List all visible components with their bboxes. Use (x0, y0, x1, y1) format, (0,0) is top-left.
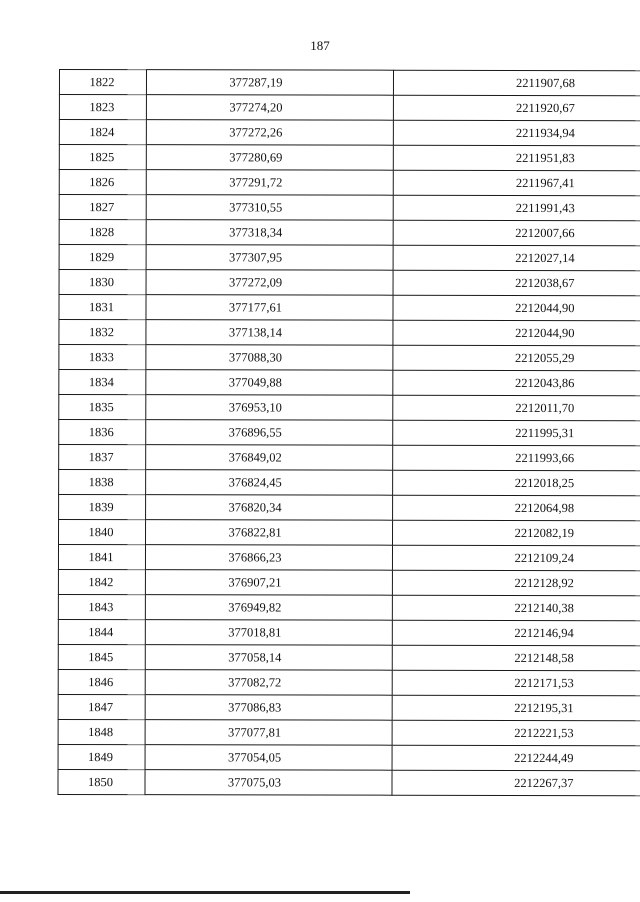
x-coordinate-cell: 376953,10 (146, 395, 393, 421)
y-coordinate-cell (393, 270, 640, 296)
table-row (58, 545, 640, 571)
y-coordinate-value: 2211991,43 (515, 200, 575, 215)
x-coordinate-cell: 377138,14 (146, 320, 393, 346)
x-coordinate-cell: 377274,20 (146, 95, 393, 121)
coordinates-table-wrapper (57, 69, 606, 796)
table-row (59, 270, 640, 296)
y-coordinate-cell (393, 520, 640, 546)
table-row (59, 320, 640, 346)
x-coordinate-cell: 376849,02 (146, 445, 393, 471)
y-coordinate-value: 2212128,92 (514, 575, 574, 590)
x-coordinate-cell: 377177,61 (146, 295, 393, 321)
y-coordinate-cell (393, 395, 640, 421)
y-coordinate-value: 2212267,37 (514, 775, 574, 790)
x-coordinate-cell: 377049,88 (146, 370, 393, 396)
x-coordinate-cell: 376824,45 (146, 470, 393, 496)
y-coordinate-cell (393, 220, 640, 246)
x-coordinate-cell: 377310,55 (146, 195, 393, 221)
y-coordinate-cell (393, 470, 640, 496)
y-coordinate-value: 2212011,70 (515, 400, 575, 415)
y-coordinate-cell (392, 770, 640, 796)
point-number-cell: 1829 (59, 245, 146, 270)
y-coordinate-value: 2212044,90 (515, 325, 575, 340)
point-number-cell: 1844 (58, 619, 145, 644)
point-number-cell: 1836 (59, 420, 146, 445)
point-number-cell: 1835 (59, 395, 146, 420)
table-row (59, 420, 640, 446)
y-coordinate-value: 2212044,90 (515, 300, 575, 315)
point-number-cell: 1824 (59, 120, 146, 145)
y-coordinate-value: 2211995,31 (515, 425, 575, 440)
y-coordinate-value: 2212221,53 (514, 725, 574, 740)
y-coordinate-value: 2211967,41 (515, 175, 575, 190)
y-coordinate-value: 2212244,49 (514, 750, 574, 765)
y-coordinate-value: 2211934,94 (515, 125, 575, 140)
y-coordinate-cell (393, 145, 640, 171)
y-coordinate-cell (393, 420, 640, 446)
y-coordinate-value: 2212146,94 (514, 625, 574, 640)
point-number-cell: 1834 (59, 370, 146, 395)
y-coordinate-cell (392, 645, 640, 671)
table-row (58, 619, 640, 645)
x-coordinate-cell: 376820,34 (146, 495, 393, 521)
point-number-cell: 1842 (58, 569, 145, 594)
point-number-cell: 1833 (59, 345, 146, 370)
y-coordinate-cell (392, 595, 640, 621)
y-coordinate-cell (393, 95, 640, 121)
table-row (58, 694, 640, 720)
y-coordinate-cell (393, 320, 640, 346)
point-number-cell: 1845 (58, 644, 145, 669)
y-coordinate-cell (392, 620, 640, 646)
point-number-cell: 1826 (59, 170, 146, 195)
table-row (59, 345, 640, 371)
table-row (59, 70, 640, 96)
table-row (59, 470, 640, 496)
table-row (59, 120, 640, 146)
x-coordinate-cell: 376866,23 (145, 545, 392, 571)
point-number-cell: 1847 (58, 694, 145, 719)
x-coordinate-cell: 377088,30 (146, 345, 393, 371)
point-number-cell: 1825 (59, 145, 146, 170)
point-number-cell: 1841 (58, 545, 145, 570)
y-coordinate-cell (393, 120, 640, 146)
y-coordinate-value: 2212038,67 (515, 275, 575, 290)
y-coordinate-value: 2211993,66 (515, 450, 575, 465)
y-coordinate-cell (392, 745, 640, 771)
x-coordinate-cell: 377082,72 (145, 670, 392, 696)
x-coordinate-cell: 377307,95 (146, 245, 393, 271)
y-coordinate-cell (392, 695, 640, 721)
point-number-cell: 1849 (58, 744, 145, 769)
point-number-cell: 1822 (59, 70, 146, 95)
x-coordinate-cell: 376907,21 (145, 570, 392, 596)
y-coordinate-cell (392, 720, 640, 746)
point-number-cell: 1828 (59, 220, 146, 245)
table-row (59, 195, 640, 221)
y-coordinate-value: 2212027,14 (515, 250, 575, 265)
x-coordinate-cell: 377318,34 (146, 220, 393, 246)
table-row (58, 719, 640, 745)
table-row (58, 644, 640, 670)
y-coordinate-value: 2212064,98 (514, 500, 575, 515)
table-row (59, 395, 640, 421)
y-coordinate-cell (393, 495, 640, 521)
point-number-cell: 1839 (59, 495, 146, 520)
x-coordinate-cell: 377272,26 (146, 120, 393, 146)
table-row (58, 744, 640, 770)
table-row (59, 220, 640, 246)
x-coordinate-cell: 376896,55 (146, 420, 393, 446)
y-coordinate-cell (393, 295, 640, 321)
point-number-cell: 1840 (59, 520, 146, 545)
table-row (58, 669, 640, 695)
y-coordinate-cell (392, 570, 640, 596)
table-row (59, 295, 640, 321)
page-number: 187 (310, 38, 330, 53)
x-coordinate-cell: 377272,09 (146, 270, 393, 296)
point-number-cell: 1843 (58, 594, 145, 619)
x-coordinate-cell: 377291,72 (146, 170, 393, 196)
table-row (59, 170, 640, 196)
point-number-cell: 1838 (59, 470, 146, 495)
point-number-cell: 1848 (58, 719, 145, 744)
x-coordinate-cell: 377287,19 (146, 70, 393, 96)
y-coordinate-value: 2211907,68 (516, 75, 575, 90)
y-coordinate-value: 2211951,83 (515, 150, 575, 165)
table-row (58, 569, 640, 595)
x-coordinate-cell: 377280,69 (146, 145, 393, 171)
y-coordinate-cell (392, 670, 640, 696)
point-number-cell: 1830 (59, 270, 146, 295)
y-coordinate-value: 2212148,58 (514, 650, 574, 665)
point-number-cell: 1837 (59, 445, 146, 470)
y-coordinate-cell (393, 445, 640, 471)
y-coordinate-value: 2212007,66 (515, 225, 575, 240)
point-number-cell: 1823 (59, 95, 146, 120)
x-coordinate-cell: 376949,82 (145, 595, 392, 621)
point-number-cell: 1846 (58, 669, 145, 694)
y-coordinate-value: 2212082,19 (514, 525, 575, 540)
table-row (59, 370, 640, 396)
y-coordinate-value: 2212043,86 (514, 375, 575, 390)
y-coordinate-value: 2212055,29 (515, 350, 575, 365)
table-row (59, 520, 640, 546)
table-row (59, 445, 640, 471)
coordinates-table-body (58, 70, 640, 796)
table-row (59, 95, 640, 121)
table-row (58, 594, 640, 620)
x-coordinate-cell: 377058,14 (145, 645, 392, 671)
y-coordinate-value: 2212195,31 (514, 700, 574, 715)
y-coordinate-cell (392, 545, 640, 571)
y-coordinate-cell (393, 370, 640, 396)
y-coordinate-cell (393, 345, 640, 371)
y-coordinate-value: 2212018,25 (514, 475, 575, 490)
y-coordinate-cell (393, 70, 640, 96)
coordinates-table (57, 69, 640, 796)
y-coordinate-value: 2211920,67 (515, 100, 575, 115)
point-number-cell: 1832 (59, 320, 146, 345)
y-coordinate-value: 2212171,53 (514, 675, 574, 690)
x-coordinate-cell: 377054,05 (145, 745, 392, 771)
point-number-cell: 1850 (58, 769, 145, 794)
y-coordinate-cell (393, 195, 640, 221)
y-coordinate-cell (393, 170, 640, 196)
table-row (59, 145, 640, 171)
x-coordinate-cell: 377018,81 (145, 620, 392, 646)
table-row (59, 495, 640, 521)
y-coordinate-cell (393, 245, 640, 271)
x-coordinate-cell: 377086,83 (145, 695, 392, 721)
x-coordinate-cell: 377077,81 (145, 720, 392, 746)
point-number-cell: 1827 (59, 195, 146, 220)
point-number-cell: 1831 (59, 295, 146, 320)
y-coordinate-value: 2212140,38 (514, 600, 574, 615)
x-coordinate-cell: 376822,81 (146, 520, 393, 546)
x-coordinate-cell: 377075,03 (145, 770, 392, 796)
y-coordinate-value: 2212109,24 (514, 550, 574, 565)
table-row (58, 769, 640, 795)
table-row (59, 245, 640, 271)
scan-edge-line (0, 891, 410, 894)
